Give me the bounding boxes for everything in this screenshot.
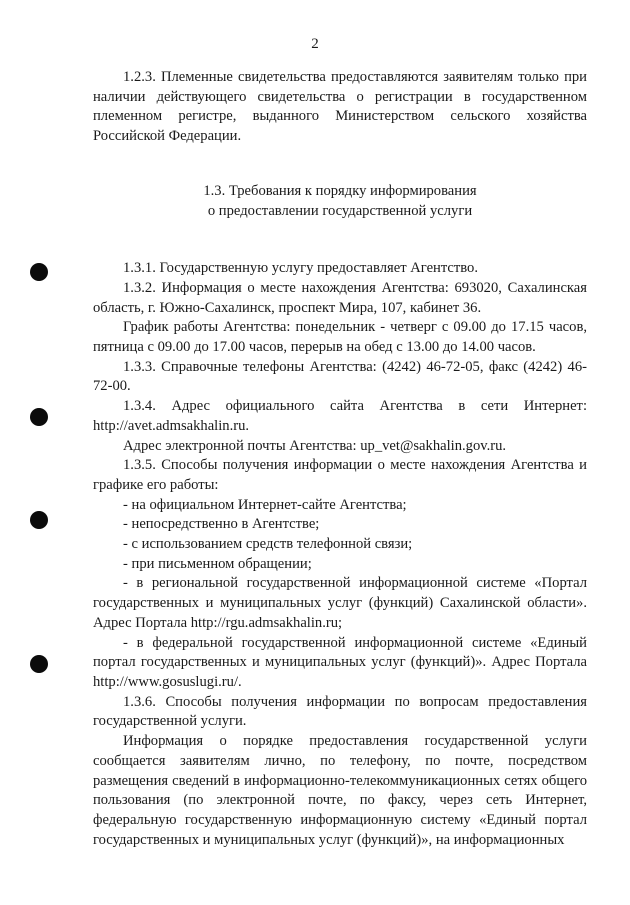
list-item: - на официальном Интернет-сайте Агентства; xyxy=(123,496,407,513)
list-item: - с использованием средств телефонной связи; xyxy=(123,536,413,553)
paragraph-1-3-3: 1.3.3. Справочные телефоны Агентства: (4242) 46-72-05, факс (4242) 46-72-00. xyxy=(93,358,587,395)
paragraph-1-3-2: 1.3.2. Информация о месте нахождения Агентства: 693020, Сахалинская область, г. Южно-Сахалинск, проспект Мира, 107, кабинет 36. xyxy=(93,279,587,316)
section-heading-line1: 1.3. Требования к порядку информирования xyxy=(203,182,477,199)
paragraph-schedule: График работы Агентства: понедельник - четверг с 09.00 до 17.15 часов, пятница с 09.00 до 17.00 часов, перерыв на обед с 13.00 до 14.00 часов. xyxy=(93,319,587,356)
section-heading-line2: о предоставлении государственной услуги xyxy=(207,202,473,219)
list-item: - в федеральной государственной информационной системе «Единый портал государственных и муниципальных услуг (функций)». Адрес Портала http://www.gosuslugi.ru/. xyxy=(93,634,587,690)
document-body xyxy=(93,68,587,850)
binder-hole-icon xyxy=(30,408,48,426)
list-item: - непосредственно в Агентстве; xyxy=(123,516,320,533)
binder-hole-icon xyxy=(30,655,48,673)
paragraph-1-3-4: 1.3.4. Адрес официального сайта Агентства в сети Интернет: http://avet.admsakhalin.ru. xyxy=(93,398,587,434)
list-item: - при письменном обращении; xyxy=(123,555,312,572)
paragraph-1-3-6: 1.3.6. Способы получения информации по вопросам предоставления государственной услуги. xyxy=(93,693,587,730)
page-number: 2 xyxy=(311,36,319,52)
paragraph-1-3-1: 1.3.1. Государственную услугу предоставляет Агентство. xyxy=(123,260,479,277)
list-item: - в региональной государственной информационной системе «Портал государственных и муниципальных услуг (функций) Сахалинской области». Адрес Портала http://rgu.admsakhalin.ru; xyxy=(93,575,587,631)
paragraph-1-3-5: 1.3.5. Способы получения информации о месте нахождения Агентства и графике его работы: xyxy=(93,457,587,493)
paragraph-email: Адрес электронной почты Агентства: up_vet@sakhalin.gov.ru. xyxy=(123,437,507,454)
binder-hole-icon xyxy=(30,263,48,281)
section-heading xyxy=(93,182,587,221)
binder-hole-icon xyxy=(30,511,48,529)
paragraph-info-order: Информация о порядке предоставления государственной услуги сообщается заявителям лично, по телефону, по почте, посредством размещения сведений в информационно-телекоммуникационных сетях общего пользования (по электронной почте, по факсу, через сеть Интернет, федеральную государственную информационную систему «Единый портал государственных и муниципальных услуг (функций)», на информационных xyxy=(93,733,587,848)
paragraph-1-2-3: 1.2.3. Племенные свидетельства предоставляются заявителям только при наличии действующего свидетельства о регистрации в государственном племенном регистре, выданного Министерством сельского хозяйства Российской Федерации. xyxy=(93,69,587,145)
